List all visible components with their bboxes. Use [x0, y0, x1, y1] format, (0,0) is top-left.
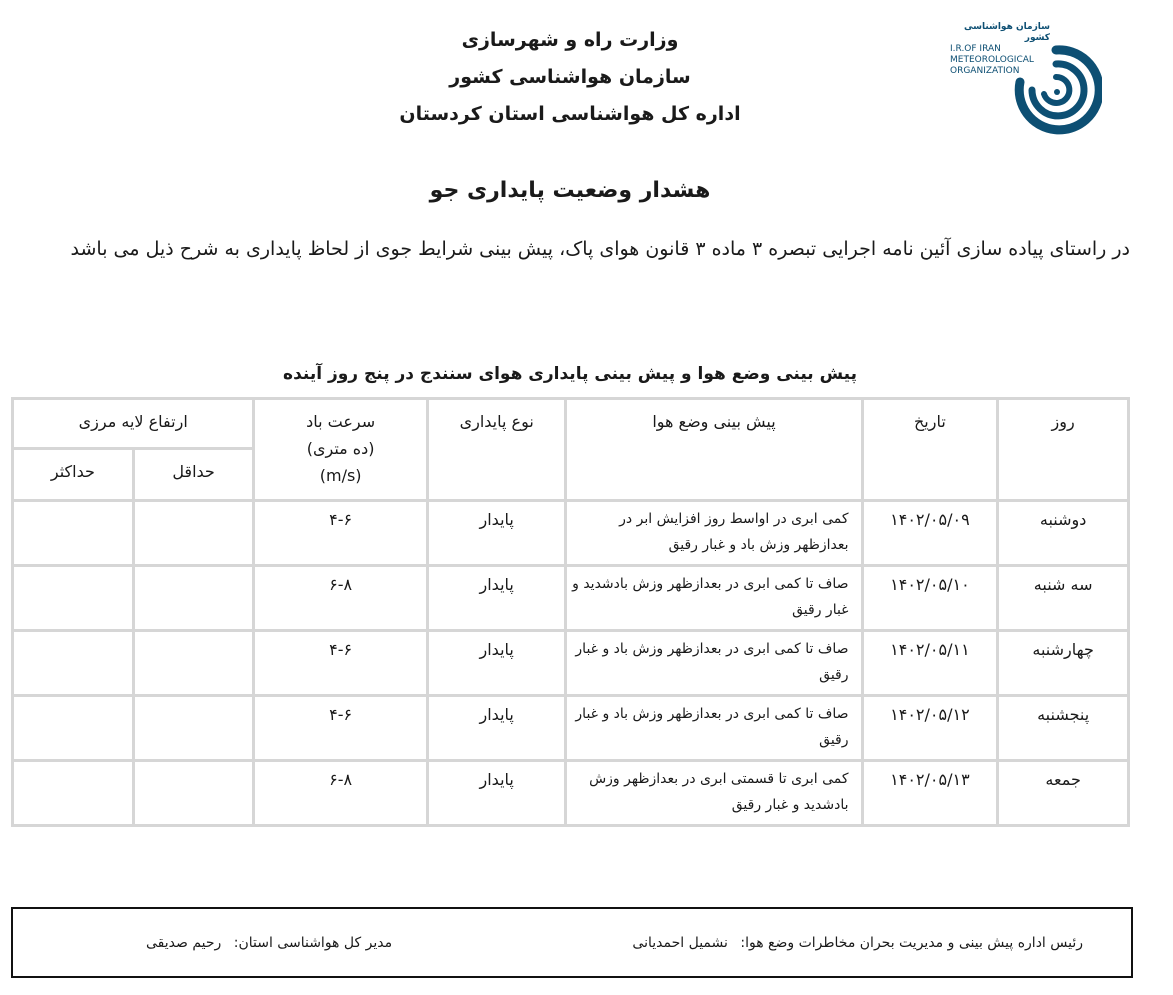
- meteorological-organization-logo: [950, 22, 1110, 142]
- day-cell: سه شنبه: [998, 566, 1129, 631]
- min-cell: [133, 631, 254, 696]
- header-date: تاریخ: [862, 399, 998, 501]
- weather-cell: کمی ابری در اواسط روز افزایش ابر در بعدازظهر وزش باد و غبار رقیق: [566, 501, 862, 566]
- intro-paragraph: در راستای پیاده سازی آئین نامه اجرایی تبصره ۳ ماده ۳ قانون هوای پاک، پیش بینی شرایط جوی از لحاظ پایداری به شرح ذیل می باشد: [70, 238, 1130, 260]
- max-cell: [13, 631, 134, 696]
- min-cell: [133, 696, 254, 761]
- forecast-table: [11, 397, 1130, 827]
- wind-cell: ۶-۸: [254, 566, 427, 631]
- header-weather: پیش بینی وضع هوا: [566, 399, 862, 501]
- table-row: [13, 631, 1129, 696]
- header-wind-speed: سرعت باد (ده متری) (m/s): [254, 399, 427, 501]
- table-row: [13, 501, 1129, 566]
- signature-box: [11, 907, 1133, 978]
- min-cell: [133, 501, 254, 566]
- day-cell: پنجشنبه: [998, 696, 1129, 761]
- weather-cell: کمی ابری تا قسمتی ابری در بعدازظهر وزش بادشدید و غبار رقیق: [566, 761, 862, 826]
- weather-cell: صاف تا کمی ابری در بعدازظهر وزش باد و غبار رقیق: [566, 696, 862, 761]
- stability-cell: پایدار: [427, 501, 566, 566]
- ministry-name: وزارت راه و شهرسازی: [461, 29, 679, 51]
- day-cell: چهارشنبه: [998, 631, 1129, 696]
- wind-cell: ۴-۶: [254, 631, 427, 696]
- date-cell: ۱۴۰۲/۰۵/۰۹: [862, 501, 998, 566]
- min-cell: [133, 566, 254, 631]
- day-cell: جمعه: [998, 761, 1129, 826]
- min-cell: [133, 761, 254, 826]
- director-name: رحیم صدیقی: [146, 935, 222, 951]
- table-row: [13, 761, 1129, 826]
- document-title: هشدار وضعیت پایداری جو: [429, 178, 711, 203]
- spiral-logo-icon: [1010, 42, 1102, 140]
- header-min: حداقل: [133, 449, 254, 501]
- date-cell: ۱۴۰۲/۰۵/۱۱: [862, 631, 998, 696]
- header-stability: نوع پایداری: [427, 399, 566, 501]
- day-cell: دوشنبه: [998, 501, 1129, 566]
- weather-cell: صاف تا کمی ابری در بعدازظهر وزش بادشدید و غبار رقیق: [566, 566, 862, 631]
- stability-cell: پایدار: [427, 761, 566, 826]
- header-max: حداکثر: [13, 449, 134, 501]
- stability-cell: پایدار: [427, 566, 566, 631]
- date-cell: ۱۴۰۲/۰۵/۱۰: [862, 566, 998, 631]
- date-cell: ۱۴۰۲/۰۵/۱۲: [862, 696, 998, 761]
- wind-cell: ۴-۶: [254, 696, 427, 761]
- max-cell: [13, 566, 134, 631]
- max-cell: [13, 501, 134, 566]
- letterhead: [300, 22, 840, 133]
- organization-name: سازمان هواشناسی کشور: [449, 66, 691, 88]
- max-cell: [13, 696, 134, 761]
- weather-cell: صاف تا کمی ابری در بعدازظهر وزش باد و غبار رقیق: [566, 631, 862, 696]
- table-row: [13, 696, 1129, 761]
- date-cell: ۱۴۰۲/۰۵/۱۳: [862, 761, 998, 826]
- forecast-head-signature: رئیس اداره پیش بینی و مدیریت بحران مخاطرات وضع هوا: نشمیل احمدیانی: [632, 935, 1083, 951]
- department-name: اداره کل هواشناسی استان کردستان: [399, 103, 741, 125]
- header-boundary-layer: ارتفاع لایه مرزی: [13, 399, 254, 449]
- header-day: روز: [998, 399, 1129, 501]
- forecast-head-name: نشمیل احمدیانی: [632, 935, 728, 951]
- wind-cell: ۴-۶: [254, 501, 427, 566]
- stability-cell: پایدار: [427, 631, 566, 696]
- director-signature: مدیر کل هواشناسی استان: رحیم صدیقی: [146, 935, 393, 951]
- logo-text: سازمان هواشناسی کشور I.R.OF IRAN METEOROLOGICAL ORGANIZATION: [950, 22, 1050, 76]
- stability-cell: پایدار: [427, 696, 566, 761]
- max-cell: [13, 761, 134, 826]
- table-title: پیش بینی وضع هوا و پیش بینی پایداری هوای سنندج در پنج روز آینده: [283, 364, 857, 384]
- table-row: [13, 566, 1129, 631]
- wind-cell: ۶-۸: [254, 761, 427, 826]
